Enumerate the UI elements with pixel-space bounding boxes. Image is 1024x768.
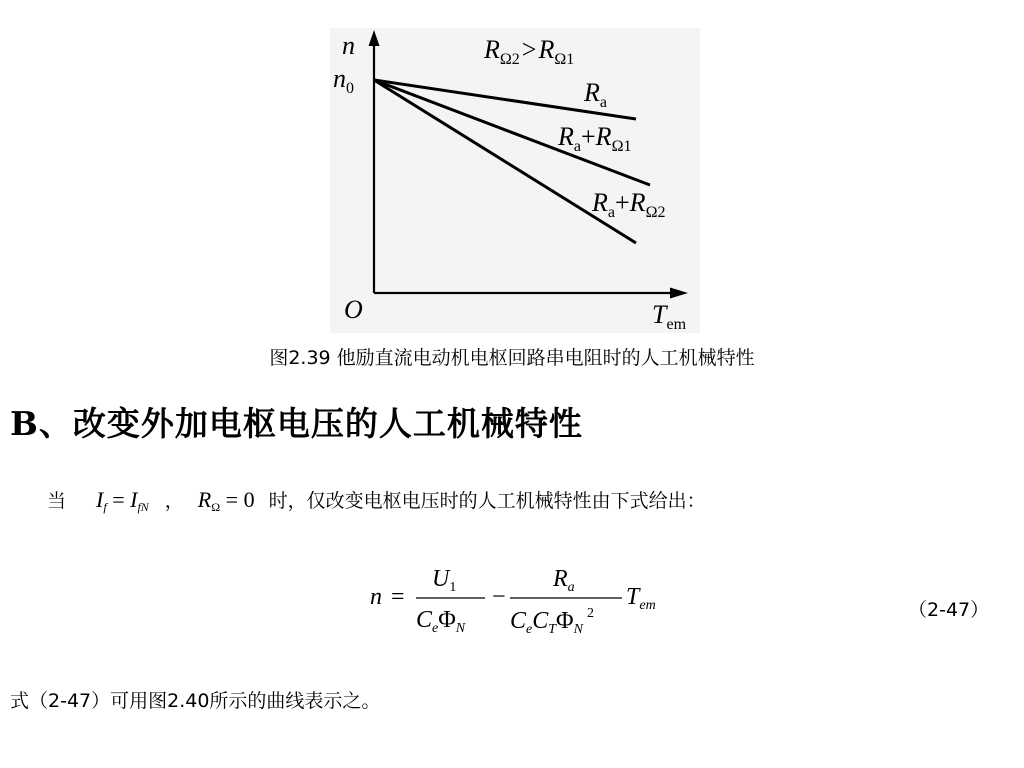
fraction1-numerator: $U_1$ [432,566,457,595]
condition-lead: 当 [47,490,67,512]
y-axis-label: n [342,31,355,60]
n0-label: $n_0$ [333,64,354,97]
fraction2-denominator: $C_eC_T\Phi_N^2$ [510,606,594,637]
mechanical-characteristic-figure [330,28,700,333]
fraction1-denominator: $C_e\Phi_N$ [416,607,466,636]
x-axis-label: $T_{em}$ [652,300,687,333]
figure-caption: 图2.39 他励直流电动机电枢回路串电阻时的人工机械特性 [269,347,755,369]
equation-equals: = [391,584,405,610]
line-label-ra-r1: $R_a+R_{\Omega 1}$ [558,122,632,155]
condition-tail: 时，仅改变电枢电压时的人工机械特性由下式给出： [268,490,706,512]
line-label-ra-r2: $R_a+R_{\Omega 2}$ [592,188,666,221]
equation-2-47 [360,555,680,645]
origin-label: O [344,295,363,324]
equation-lhs: n [370,584,382,610]
fraction2-numerator: $R_a$ [553,566,575,595]
condition-current-formula: $I_f = I_{fN}$ [96,487,149,514]
condition-sentence [47,486,706,515]
figure-diagram [330,28,700,333]
resistance-relation-label: $R_{\Omega 2}>R_{\Omega 1}$ [484,35,575,68]
y-axis-arrow [369,30,380,46]
line-label-ra: $R_a$ [584,78,607,111]
condition-resistance-formula: $R_\Omega = 0$ [197,487,255,514]
condition-separator: ， [164,490,184,512]
equation-number: （2-47） [908,599,990,621]
section-heading: B、改变外加电枢电压的人工机械特性 [10,404,583,443]
x-axis-arrow [670,288,688,299]
body-text: 式（2-47）可用图2.40所示的曲线表示之。 [10,690,381,712]
equation-torque-term: $T_{em}$ [626,584,656,613]
equation-minus: − [492,584,506,610]
